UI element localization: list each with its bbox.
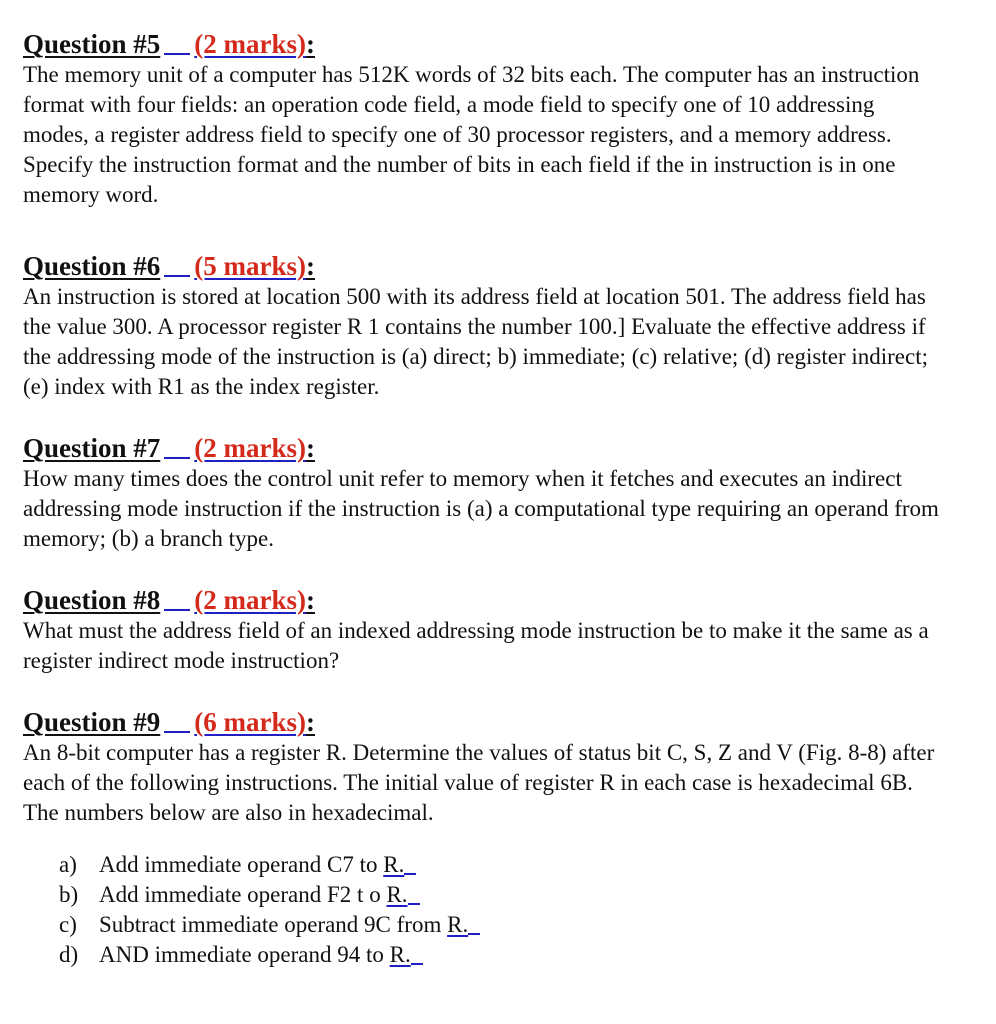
list-item-text: Add immediate operand F2 t o [99, 882, 387, 907]
question-body: The memory unit of a computer has 512K words of 32 bits each. The computer has an instruction format with four fields: an operation code field, a mode field to specify one of 10 addressing modes, a register address field to specify one of 30 processor registers, and a memory address. Specify the instruction format and the number of bits in each field if the in instruction is in one memory word. [23, 62, 920, 207]
question-marks: (2 marks) [194, 433, 307, 463]
question-heading [23, 706, 973, 738]
question-8 [23, 584, 973, 706]
question-6 [23, 250, 973, 432]
underline-gap [164, 609, 190, 611]
heading-colon: : [306, 707, 316, 737]
list-marker: d) [59, 942, 79, 967]
question-body: How many times does the control unit refer to memory when it fetches and executes an indirect addressing mode instruction if the instruction is (a) a computational type requiring an operand from memory; (b) a branch type. [23, 466, 939, 551]
register-link: R. [386, 882, 408, 907]
question-marks: (5 marks) [194, 251, 307, 281]
list-item [59, 850, 973, 880]
question-5 [23, 28, 973, 250]
question-body: An instruction is stored at location 500 with its address field at location 501. The address field has the value 300. A processor register R 1 contains the number 100.] Evaluate the effective address if the addressing mode of the instruction is (a) direct; b) immediate; (c) relative; (d) register indirect; (e) index with R1 as the index register. [23, 284, 928, 399]
question-title: Question #7 [23, 433, 161, 463]
list-item-text: Subtract immediate operand 9C from [99, 912, 448, 937]
question-9 [23, 706, 973, 970]
question-title: Question #9 [23, 707, 161, 737]
list-item-text: AND immediate operand 94 to [99, 942, 390, 967]
underline-gap [164, 53, 190, 55]
question-body: An 8-bit computer has a register R. Determine the values of status bit C, S, Z and V (Fig. 8-8) after each of the following instructions. The initial value of register R in each case is hexadecimal 6B. The numbers below are also in hexadecimal. [23, 740, 935, 825]
register-link: R. [447, 912, 469, 937]
question-heading [23, 250, 973, 282]
underline-trail [408, 903, 420, 905]
underline-trail [468, 933, 480, 935]
list-item [59, 910, 973, 940]
question-heading [23, 432, 973, 464]
heading-colon: : [306, 29, 316, 59]
underline-trail [404, 873, 416, 875]
question-7 [23, 432, 973, 584]
heading-colon: : [306, 433, 316, 463]
underline-gap [164, 457, 190, 459]
register-link: R. [383, 852, 405, 877]
question-title: Question #6 [23, 251, 161, 281]
question-marks: (2 marks) [194, 29, 307, 59]
heading-colon: : [306, 585, 316, 615]
heading-colon: : [306, 251, 316, 281]
list-marker: c) [59, 912, 77, 937]
underline-gap [164, 275, 190, 277]
question-heading [23, 584, 973, 616]
list-item [59, 880, 973, 910]
underline-trail [411, 963, 423, 965]
question-title: Question #5 [23, 29, 161, 59]
question-body: What must the address field of an indexed addressing mode instruction be to make it the same as a register indirect mode instruction? [23, 618, 929, 673]
register-link: R. [389, 942, 411, 967]
question-title: Question #8 [23, 585, 161, 615]
list-item [59, 940, 973, 970]
document-page [23, 28, 973, 970]
instruction-list [59, 850, 973, 970]
question-marks: (6 marks) [194, 707, 307, 737]
underline-gap [164, 731, 190, 733]
question-marks: (2 marks) [194, 585, 307, 615]
question-heading [23, 28, 973, 60]
list-marker: b) [59, 882, 79, 907]
list-item-text: Add immediate operand C7 to [99, 852, 384, 877]
list-marker: a) [59, 852, 77, 877]
